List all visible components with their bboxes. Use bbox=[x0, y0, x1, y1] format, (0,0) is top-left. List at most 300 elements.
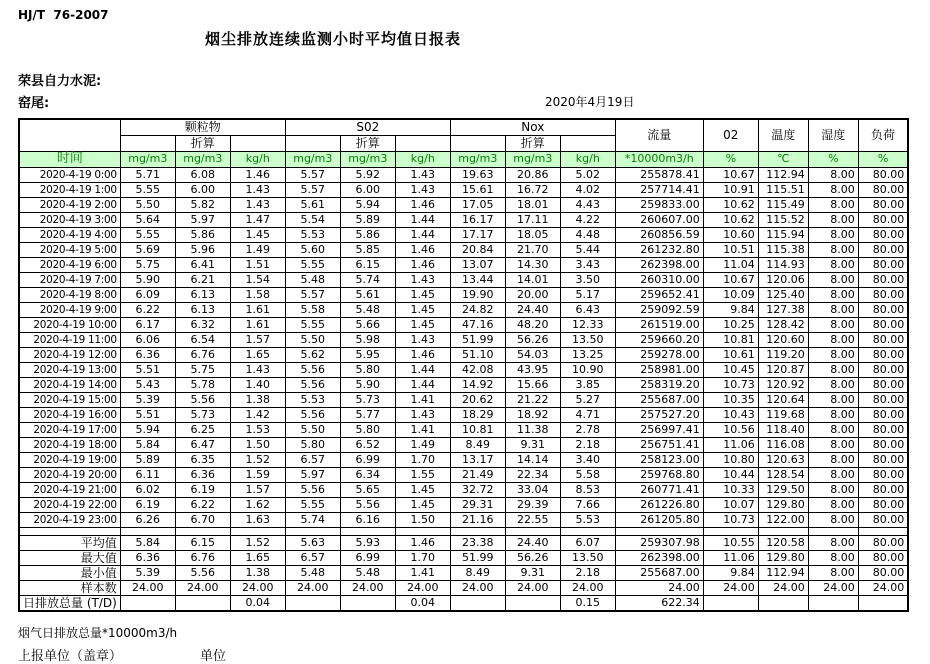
daily-total-row bbox=[19, 595, 908, 611]
value-cell bbox=[758, 595, 808, 611]
value-cell: 5.39 bbox=[120, 392, 175, 407]
value-cell: 262398.00 bbox=[615, 550, 703, 565]
value-cell: 10.56 bbox=[703, 422, 758, 437]
value-cell: 51.10 bbox=[450, 347, 505, 362]
value-cell: 8.00 bbox=[808, 257, 858, 272]
value-cell: 5.17 bbox=[560, 287, 615, 302]
value-cell: 8.00 bbox=[808, 362, 858, 377]
value-cell: 5.75 bbox=[120, 257, 175, 272]
summary-row bbox=[19, 580, 908, 595]
value-cell: 80.00 bbox=[858, 437, 908, 452]
summary-label: 最大值 bbox=[19, 550, 120, 565]
value-cell bbox=[285, 595, 340, 611]
value-cell: 1.61 bbox=[230, 317, 285, 332]
value-cell: 1.65 bbox=[230, 347, 285, 362]
value-cell: 47.16 bbox=[450, 317, 505, 332]
table-row bbox=[19, 452, 908, 467]
value-cell: 8.49 bbox=[450, 565, 505, 580]
value-cell: 3.85 bbox=[560, 377, 615, 392]
unit-label: 单位 bbox=[200, 648, 227, 664]
value-cell: 1.41 bbox=[395, 392, 450, 407]
table-row bbox=[19, 257, 908, 272]
value-cell: 6.57 bbox=[285, 452, 340, 467]
value-cell: 1.49 bbox=[395, 437, 450, 452]
value-cell: 6.19 bbox=[175, 482, 230, 497]
value-cell: 6.76 bbox=[175, 347, 230, 362]
value-cell: 8.00 bbox=[808, 287, 858, 302]
value-cell: 3.40 bbox=[560, 452, 615, 467]
value-cell: 8.00 bbox=[808, 242, 858, 257]
value-cell: 24.00 bbox=[120, 580, 175, 595]
value-cell: 6.11 bbox=[120, 467, 175, 482]
time-cell: 2020-4-19 22:00 bbox=[19, 497, 120, 512]
spacer-cell bbox=[285, 527, 340, 535]
value-cell: 127.38 bbox=[758, 302, 808, 317]
value-cell: 10.07 bbox=[703, 497, 758, 512]
value-cell: 5.56 bbox=[285, 377, 340, 392]
table-row bbox=[19, 167, 908, 182]
value-cell: 17.17 bbox=[450, 227, 505, 242]
value-cell: 255878.41 bbox=[615, 167, 703, 182]
value-cell: 257714.41 bbox=[615, 182, 703, 197]
value-cell: 8.00 bbox=[808, 167, 858, 182]
value-cell: 80.00 bbox=[858, 182, 908, 197]
table-row bbox=[19, 242, 908, 257]
spacer-cell bbox=[703, 527, 758, 535]
value-cell: 80.00 bbox=[858, 550, 908, 565]
value-cell: 1.70 bbox=[395, 550, 450, 565]
value-cell: 5.53 bbox=[285, 227, 340, 242]
value-cell: 22.55 bbox=[505, 512, 560, 527]
value-cell: 6.25 bbox=[175, 422, 230, 437]
value-cell: 1.46 bbox=[395, 257, 450, 272]
value-cell: 80.00 bbox=[858, 565, 908, 580]
value-cell: 8.00 bbox=[808, 407, 858, 422]
value-cell: 8.00 bbox=[808, 212, 858, 227]
value-cell: 10.81 bbox=[450, 422, 505, 437]
summary-row bbox=[19, 550, 908, 565]
value-cell: 1.52 bbox=[230, 535, 285, 550]
value-cell: 1.44 bbox=[395, 362, 450, 377]
value-cell: 1.45 bbox=[395, 317, 450, 332]
value-cell: 80.00 bbox=[858, 227, 908, 242]
unit-cell: kg/h bbox=[395, 151, 450, 167]
value-cell: 5.64 bbox=[120, 212, 175, 227]
value-cell: 13.25 bbox=[560, 347, 615, 362]
table-row bbox=[19, 272, 908, 287]
value-cell: 120.60 bbox=[758, 332, 808, 347]
spacer-cell bbox=[19, 527, 120, 535]
time-cell: 2020-4-19 8:00 bbox=[19, 287, 120, 302]
standard-code: HJ/T 76-2007 bbox=[18, 8, 109, 22]
value-cell: 5.80 bbox=[340, 362, 395, 377]
value-cell: 6.06 bbox=[120, 332, 175, 347]
value-cell: 5.58 bbox=[285, 302, 340, 317]
value-cell: 5.51 bbox=[120, 407, 175, 422]
value-cell: 5.55 bbox=[120, 227, 175, 242]
value-cell: 9.84 bbox=[703, 302, 758, 317]
value-cell: 24.00 bbox=[395, 580, 450, 595]
report-page bbox=[0, 8, 930, 662]
table-row bbox=[19, 227, 908, 242]
value-cell: 10.09 bbox=[703, 287, 758, 302]
value-cell: 1.70 bbox=[395, 452, 450, 467]
value-cell: 80.00 bbox=[858, 362, 908, 377]
value-cell: 5.56 bbox=[175, 565, 230, 580]
spacer-cell bbox=[808, 527, 858, 535]
value-cell: 257527.20 bbox=[615, 407, 703, 422]
value-cell: 115.94 bbox=[758, 227, 808, 242]
value-cell: 119.68 bbox=[758, 407, 808, 422]
table-row bbox=[19, 212, 908, 227]
spacer-cell bbox=[175, 527, 230, 535]
value-cell: 4.48 bbox=[560, 227, 615, 242]
value-cell: 10.91 bbox=[703, 182, 758, 197]
value-cell: 1.65 bbox=[230, 550, 285, 565]
value-cell: 259660.20 bbox=[615, 332, 703, 347]
empty-header-cell bbox=[395, 135, 450, 151]
value-cell: 51.99 bbox=[450, 332, 505, 347]
value-cell: 8.00 bbox=[808, 332, 858, 347]
value-cell: 11.04 bbox=[703, 257, 758, 272]
value-cell: 115.51 bbox=[758, 182, 808, 197]
value-cell: 5.96 bbox=[175, 242, 230, 257]
value-cell: 4.02 bbox=[560, 182, 615, 197]
value-cell: 24.00 bbox=[450, 580, 505, 595]
table-row bbox=[19, 317, 908, 332]
value-cell: 5.80 bbox=[285, 437, 340, 452]
time-cell: 2020-4-19 0:00 bbox=[19, 167, 120, 182]
value-cell bbox=[808, 595, 858, 611]
time-cell: 2020-4-19 21:00 bbox=[19, 482, 120, 497]
value-cell: 24.00 bbox=[808, 580, 858, 595]
value-cell: 48.20 bbox=[505, 317, 560, 332]
location-line bbox=[18, 92, 930, 111]
value-cell: 13.50 bbox=[560, 550, 615, 565]
value-cell: 0.04 bbox=[230, 595, 285, 611]
value-cell: 5.51 bbox=[120, 362, 175, 377]
value-cell: 5.86 bbox=[340, 227, 395, 242]
value-cell: 5.56 bbox=[340, 497, 395, 512]
value-cell: 1.43 bbox=[230, 182, 285, 197]
value-cell: 6.36 bbox=[175, 467, 230, 482]
value-cell: 1.41 bbox=[395, 565, 450, 580]
value-cell: 115.49 bbox=[758, 197, 808, 212]
value-cell: 10.60 bbox=[703, 227, 758, 242]
value-cell: 6.36 bbox=[120, 347, 175, 362]
value-cell: 10.67 bbox=[703, 167, 758, 182]
value-cell: 5.84 bbox=[120, 437, 175, 452]
value-cell: 259833.00 bbox=[615, 197, 703, 212]
value-cell: 5.43 bbox=[120, 377, 175, 392]
time-cell: 2020-4-19 6:00 bbox=[19, 257, 120, 272]
value-cell: 6.19 bbox=[120, 497, 175, 512]
value-cell: 5.58 bbox=[560, 467, 615, 482]
value-cell bbox=[175, 595, 230, 611]
value-cell: 5.50 bbox=[285, 422, 340, 437]
time-cell: 2020-4-19 11:00 bbox=[19, 332, 120, 347]
value-cell: 80.00 bbox=[858, 377, 908, 392]
value-cell: 6.35 bbox=[175, 452, 230, 467]
time-cell: 2020-4-19 7:00 bbox=[19, 272, 120, 287]
value-cell: 5.84 bbox=[120, 535, 175, 550]
value-cell: 5.56 bbox=[285, 407, 340, 422]
value-cell: 125.40 bbox=[758, 287, 808, 302]
value-cell: 6.41 bbox=[175, 257, 230, 272]
value-cell: 16.72 bbox=[505, 182, 560, 197]
summary-label: 平均值 bbox=[19, 535, 120, 550]
value-cell: 622.34 bbox=[615, 595, 703, 611]
value-cell: 11.38 bbox=[505, 422, 560, 437]
unit-cell: ℃ bbox=[758, 151, 808, 167]
value-cell: 4.43 bbox=[560, 197, 615, 212]
time-cell: 2020-4-19 16:00 bbox=[19, 407, 120, 422]
value-cell: 29.39 bbox=[505, 497, 560, 512]
value-cell: 5.50 bbox=[285, 332, 340, 347]
value-cell: 80.00 bbox=[858, 272, 908, 287]
value-cell: 255687.00 bbox=[615, 392, 703, 407]
value-cell: 120.63 bbox=[758, 452, 808, 467]
value-cell: 259278.00 bbox=[615, 347, 703, 362]
value-cell: 20.86 bbox=[505, 167, 560, 182]
report-unit-label: 上报单位（盖章） bbox=[18, 648, 123, 664]
report-table bbox=[18, 118, 909, 612]
header-humidity: 湿度 bbox=[808, 119, 858, 151]
value-cell: 10.73 bbox=[703, 377, 758, 392]
value-cell: 20.00 bbox=[505, 287, 560, 302]
value-cell: 3.43 bbox=[560, 257, 615, 272]
value-cell: 5.90 bbox=[340, 377, 395, 392]
value-cell: 5.55 bbox=[285, 257, 340, 272]
value-cell: 5.89 bbox=[120, 452, 175, 467]
value-cell: 51.99 bbox=[450, 550, 505, 565]
header-temperature: 温度 bbox=[758, 119, 808, 151]
value-cell: 33.04 bbox=[505, 482, 560, 497]
value-cell: 1.43 bbox=[230, 362, 285, 377]
value-cell: 11.06 bbox=[703, 550, 758, 565]
value-cell: 10.81 bbox=[703, 332, 758, 347]
value-cell: 6.00 bbox=[175, 182, 230, 197]
time-cell: 2020-4-19 3:00 bbox=[19, 212, 120, 227]
value-cell: 5.50 bbox=[120, 197, 175, 212]
value-cell: 14.30 bbox=[505, 257, 560, 272]
value-cell: 5.02 bbox=[560, 167, 615, 182]
value-cell: 1.58 bbox=[230, 287, 285, 302]
value-cell: 1.46 bbox=[395, 535, 450, 550]
spacer-cell bbox=[230, 527, 285, 535]
value-cell: 1.44 bbox=[395, 377, 450, 392]
value-cell: 32.72 bbox=[450, 482, 505, 497]
value-cell: 1.43 bbox=[395, 407, 450, 422]
value-cell: 80.00 bbox=[858, 407, 908, 422]
header-row-groups bbox=[19, 119, 908, 135]
value-cell bbox=[120, 595, 175, 611]
value-cell: 1.43 bbox=[395, 167, 450, 182]
report-date: 2020年4月19日 bbox=[545, 95, 635, 109]
value-cell: 5.65 bbox=[340, 482, 395, 497]
value-cell: 18.92 bbox=[505, 407, 560, 422]
value-cell: 5.77 bbox=[340, 407, 395, 422]
value-cell: 21.22 bbox=[505, 392, 560, 407]
value-cell: 80.00 bbox=[858, 212, 908, 227]
value-cell: 1.43 bbox=[230, 197, 285, 212]
time-cell: 2020-4-19 17:00 bbox=[19, 422, 120, 437]
value-cell: 7.66 bbox=[560, 497, 615, 512]
value-cell: 23.38 bbox=[450, 535, 505, 550]
value-cell bbox=[340, 595, 395, 611]
value-cell: 80.00 bbox=[858, 467, 908, 482]
value-cell: 1.44 bbox=[395, 212, 450, 227]
unit-cell: mg/m3 bbox=[285, 151, 340, 167]
value-cell: 258319.20 bbox=[615, 377, 703, 392]
value-cell: 1.62 bbox=[230, 497, 285, 512]
value-cell: 256997.41 bbox=[615, 422, 703, 437]
value-cell: 24.00 bbox=[230, 580, 285, 595]
value-cell: 5.74 bbox=[285, 512, 340, 527]
value-cell: 5.48 bbox=[340, 565, 395, 580]
value-cell: 114.93 bbox=[758, 257, 808, 272]
value-cell: 8.00 bbox=[808, 302, 858, 317]
unit-cell: kg/h bbox=[560, 151, 615, 167]
value-cell: 116.08 bbox=[758, 437, 808, 452]
value-cell: 261232.80 bbox=[615, 242, 703, 257]
location-label: 窑尾: bbox=[18, 96, 50, 111]
daily-total-label: 日排放总量 (T/D) bbox=[19, 595, 120, 611]
unit-cell: % bbox=[703, 151, 758, 167]
value-cell: 5.57 bbox=[285, 287, 340, 302]
header-load: 负荷 bbox=[858, 119, 908, 151]
value-cell: 6.08 bbox=[175, 167, 230, 182]
value-cell: 80.00 bbox=[858, 257, 908, 272]
unit-cell: mg/m3 bbox=[450, 151, 505, 167]
time-cell: 2020-4-19 5:00 bbox=[19, 242, 120, 257]
value-cell: 10.33 bbox=[703, 482, 758, 497]
value-cell: 5.89 bbox=[340, 212, 395, 227]
spacer-cell bbox=[395, 527, 450, 535]
value-cell: 5.27 bbox=[560, 392, 615, 407]
value-cell: 1.57 bbox=[230, 332, 285, 347]
value-cell: 129.80 bbox=[758, 497, 808, 512]
value-cell: 1.55 bbox=[395, 467, 450, 482]
group-header-nox: Nox bbox=[450, 119, 615, 135]
value-cell: 10.43 bbox=[703, 407, 758, 422]
value-cell: 1.50 bbox=[395, 512, 450, 527]
time-cell: 2020-4-19 13:00 bbox=[19, 362, 120, 377]
table-row bbox=[19, 422, 908, 437]
value-cell: 1.43 bbox=[395, 272, 450, 287]
value-cell: 1.57 bbox=[230, 482, 285, 497]
value-cell: 42.08 bbox=[450, 362, 505, 377]
value-cell: 80.00 bbox=[858, 167, 908, 182]
value-cell: 21.49 bbox=[450, 467, 505, 482]
time-cell: 2020-4-19 12:00 bbox=[19, 347, 120, 362]
value-cell: 1.51 bbox=[230, 257, 285, 272]
value-cell: 115.52 bbox=[758, 212, 808, 227]
value-cell: 6.54 bbox=[175, 332, 230, 347]
value-cell: 2.78 bbox=[560, 422, 615, 437]
value-cell: 8.00 bbox=[808, 347, 858, 362]
value-cell: 4.22 bbox=[560, 212, 615, 227]
flue-gas-total-note: 烟气日排放总量*10000m3/h bbox=[18, 625, 178, 640]
table-row bbox=[19, 482, 908, 497]
value-cell: 24.00 bbox=[758, 580, 808, 595]
value-cell: 1.41 bbox=[395, 422, 450, 437]
value-cell: 1.45 bbox=[395, 497, 450, 512]
value-cell: 259307.98 bbox=[615, 535, 703, 550]
value-cell: 1.46 bbox=[395, 347, 450, 362]
value-cell: 120.64 bbox=[758, 392, 808, 407]
value-cell: 1.46 bbox=[395, 197, 450, 212]
converted-header-so2: 折算 bbox=[340, 135, 395, 151]
value-cell: 5.69 bbox=[120, 242, 175, 257]
value-cell: 5.85 bbox=[340, 242, 395, 257]
value-cell: 80.00 bbox=[858, 347, 908, 362]
table-row bbox=[19, 467, 908, 482]
value-cell: 5.57 bbox=[285, 182, 340, 197]
value-cell: 255687.00 bbox=[615, 565, 703, 580]
value-cell: 120.87 bbox=[758, 362, 808, 377]
value-cell: 10.45 bbox=[703, 362, 758, 377]
value-cell: 5.39 bbox=[120, 565, 175, 580]
table-row bbox=[19, 332, 908, 347]
time-cell: 2020-4-19 2:00 bbox=[19, 197, 120, 212]
value-cell: 1.43 bbox=[395, 332, 450, 347]
value-cell: 8.00 bbox=[808, 497, 858, 512]
value-cell: 5.66 bbox=[340, 317, 395, 332]
value-cell: 11.06 bbox=[703, 437, 758, 452]
value-cell: 80.00 bbox=[858, 242, 908, 257]
value-cell: 6.36 bbox=[120, 550, 175, 565]
table-row bbox=[19, 182, 908, 197]
empty-header-cell bbox=[120, 135, 175, 151]
value-cell: 80.00 bbox=[858, 452, 908, 467]
value-cell: 80.00 bbox=[858, 535, 908, 550]
value-cell: 24.82 bbox=[450, 302, 505, 317]
converted-header-pm: 折算 bbox=[175, 135, 230, 151]
value-cell: 10.67 bbox=[703, 272, 758, 287]
value-cell: 13.07 bbox=[450, 257, 505, 272]
value-cell: 1.45 bbox=[395, 482, 450, 497]
time-cell: 2020-4-19 4:00 bbox=[19, 227, 120, 242]
value-cell: 5.48 bbox=[285, 272, 340, 287]
value-cell: 120.06 bbox=[758, 272, 808, 287]
value-cell: 8.00 bbox=[808, 377, 858, 392]
time-header-spacer bbox=[19, 119, 120, 151]
value-cell: 24.00 bbox=[615, 580, 703, 595]
value-cell: 5.86 bbox=[175, 227, 230, 242]
time-cell: 2020-4-19 20:00 bbox=[19, 467, 120, 482]
value-cell: 259092.59 bbox=[615, 302, 703, 317]
value-cell: 17.11 bbox=[505, 212, 560, 227]
value-cell: 122.00 bbox=[758, 512, 808, 527]
value-cell: 24.00 bbox=[703, 580, 758, 595]
unit-cell: mg/m3 bbox=[505, 151, 560, 167]
value-cell: 5.61 bbox=[340, 287, 395, 302]
value-cell: 5.56 bbox=[285, 482, 340, 497]
value-cell: 5.53 bbox=[285, 392, 340, 407]
value-cell bbox=[450, 595, 505, 611]
value-cell: 5.80 bbox=[340, 422, 395, 437]
spacer-cell bbox=[505, 527, 560, 535]
value-cell: 21.16 bbox=[450, 512, 505, 527]
value-cell: 9.84 bbox=[703, 565, 758, 580]
value-cell: 1.44 bbox=[395, 227, 450, 242]
value-cell: 128.42 bbox=[758, 317, 808, 332]
empty-header-cell bbox=[285, 135, 340, 151]
value-cell: 14.14 bbox=[505, 452, 560, 467]
unit-cell: mg/m3 bbox=[175, 151, 230, 167]
summary-label: 样本数 bbox=[19, 580, 120, 595]
